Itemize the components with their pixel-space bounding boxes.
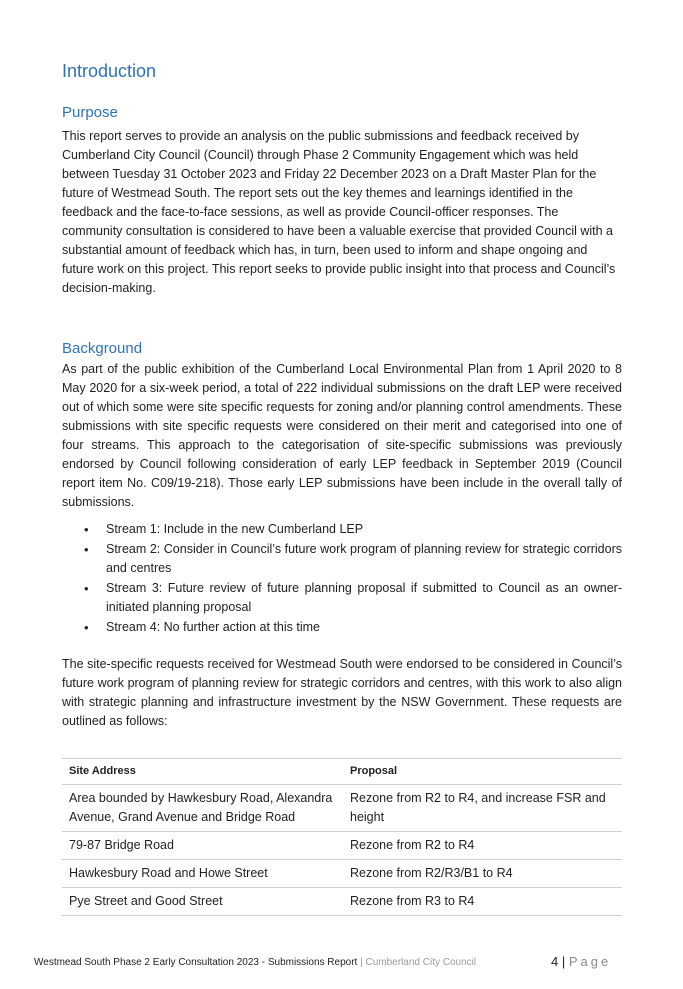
list-item: • Stream 2: Consider in Council’s future work program of planning review for strategic corridors and centres (84, 540, 622, 578)
page-number-separator: | (561, 954, 566, 969)
table-row (62, 832, 622, 860)
proposal-cell: Rezone from R2/R3/B1 to R4 (343, 860, 622, 888)
list-item: • Stream 1: Include in the new Cumberland LEP (84, 520, 622, 539)
list-item: • Stream 4: No further action at this time (84, 618, 622, 637)
background-paragraph: As part of the public exhibition of the Cumberland Local Environmental Plan from 1 April 2020 to 8 May 2020 for a six-week period, a total of 222 individual submissions on the draft LEP were received out of which some were site specific requests for zoning and/or planning control amendments. These submissions with site specific requests were considered on their merit and categorised into one of four streams. This approach to the categorisation of site-specific submissions was previously endorsed by Council following consideration of early LEP feedback in September 2019 (Council report item No. C09/19-218). Those early LEP submissions have been include in the overall tally of submissions. (62, 362, 622, 509)
footer-organisation: Cumberland City Council (365, 957, 477, 968)
site-address-cell: Pye Street and Good Street (62, 888, 343, 916)
site-address-cell: Hawkesbury Road and Howe Street (62, 860, 343, 888)
footer-separator: | (360, 957, 363, 968)
purpose-paragraph: This report serves to provide an analysis on the public submissions and feedback received by Cumberland City Council (Council) through Phase 2 Community Engagement which was held between Tuesday 31 October 2023 and Friday 22 December 2023 on a Draft Master Plan for the future of Westmead South. The report sets out the key themes and learnings identified in the feedback and the face-to-face sessions, as well as provide Council-officer responses. The community consultation is considered to have been a valuable exercise that provided Council with a substantial amount of feedback which has, in turn, been used to inform and shape ongoing and future work on this project. This report seeks to provide public insight into that process and Council’s decision-making. (62, 129, 616, 295)
table-row (62, 888, 622, 916)
site-address-cell: 79-87 Bridge Road (62, 832, 343, 860)
table-row (62, 785, 622, 832)
footer-page-number-group (551, 954, 611, 969)
proposal-cell: Rezone from R2 to R4 (343, 832, 622, 860)
proposal-cell: Rezone from R2 to R4, and increase FSR and height (343, 785, 622, 832)
table-header-row (62, 759, 622, 785)
streams-list (84, 520, 622, 638)
proposal-cell: Rezone from R3 to R4 (343, 888, 622, 916)
column-header-proposal: Proposal (343, 759, 622, 785)
page-footer (34, 954, 614, 969)
site-address-cell: Area bounded by Hawkesbury Road, Alexandra Avenue, Grand Avenue and Bridge Road (62, 785, 343, 832)
table-row (62, 860, 622, 888)
requests-paragraph: The site-specific requests received for Westmead South were endorsed to be considered in Council’s future work program of planning review for strategic corridors and centres, with this work to also align with strategic planning and infrastructure investment by the NSW Government. These requests are outlined as follows: (62, 657, 622, 728)
heading-purpose: Purpose (62, 104, 118, 121)
heading-background: Background (62, 340, 143, 357)
column-header-site-address: Site Address (62, 759, 343, 785)
list-item: • Stream 3: Future review of future planning proposal if submitted to Council as an owner-initiated planning proposal (84, 579, 622, 617)
page-number: 4 (551, 954, 559, 969)
footer-document-title: Westmead South Phase 2 Early Consultation 2023 - Submissions Report (34, 957, 358, 968)
page-label: Page (568, 954, 612, 969)
site-requests-table (62, 758, 622, 916)
heading-introduction: Introduction (62, 61, 157, 81)
